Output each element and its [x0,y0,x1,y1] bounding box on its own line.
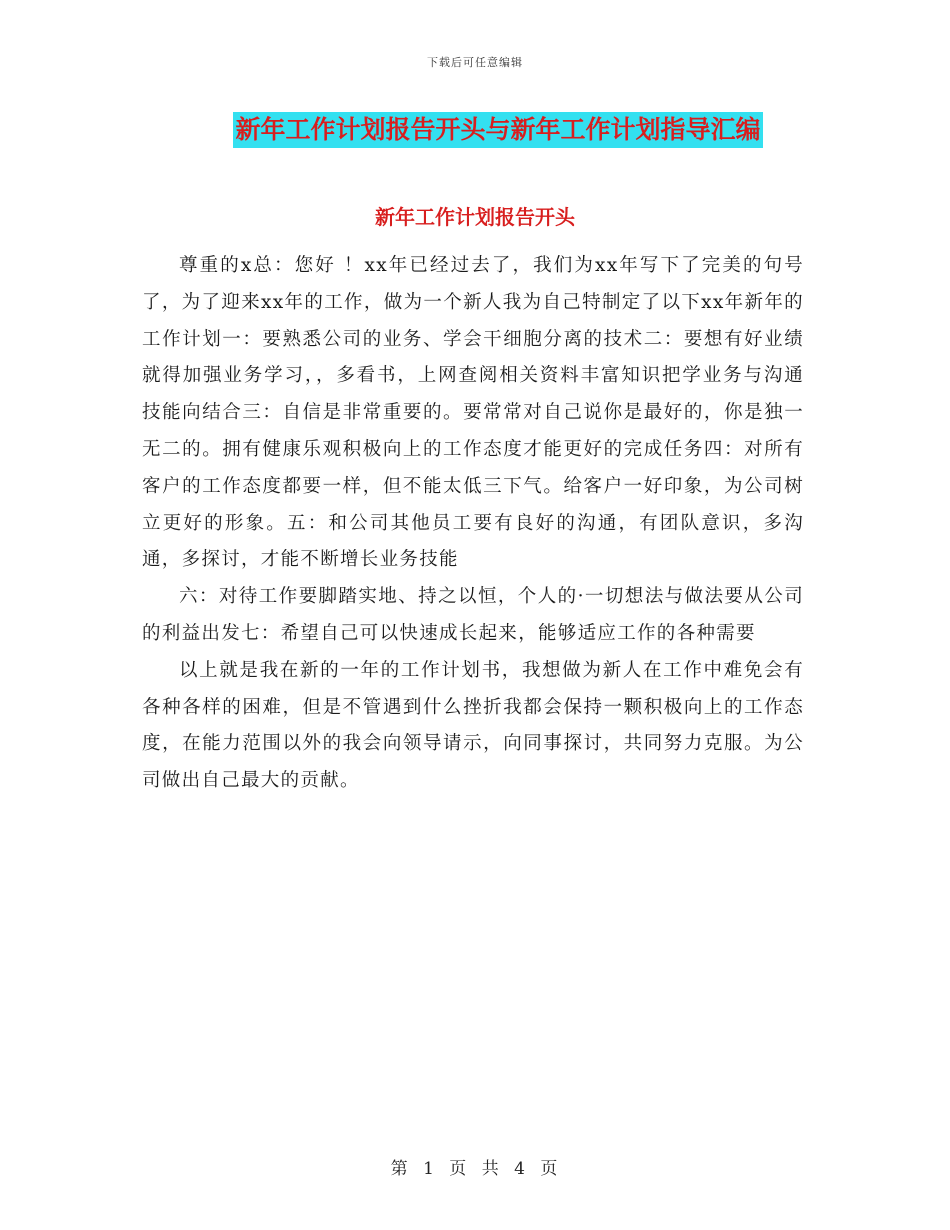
paragraph: 六：对待工作要脚踏实地、持之以恒，个人的·一切想法与做法要从公司的利益出发七：希望自己可以快速成长起来，能够适应工作的各种需要 [142,586,804,644]
page-number: 第 1 页 共 4 页 [390,1159,560,1179]
document-title-container [0,112,950,148]
document-body [142,248,804,800]
paragraph: 尊重的x总：您好 ！xx年已经过去了，我们为xx年写下了完美的句号了，为了迎来xx年的工作，做为一个新人我为自己特制定了以下xx年新年的工作计划一：要熟悉公司的业务、学会干细胞分离的技术二：要想有好业绩就得加强业务学习，，多看书，上网查阅相关资料丰富知识把学业务与沟通技能向结合三：自信是非常重要的。要常常对自己说你是最好的，你是独一无二的。拥有健康乐观积极向上的工作态度才能更好的完成任务四：对所有客户的工作态度都要一样，但不能太低三下气。给客户一好印象，为公司树立更好的形象。五：和公司其他员工要有良好的沟通，有团队意识，多沟通，多探讨，才能不断增长业务技能 [142,255,804,571]
paragraph: 以上就是我在新的一年的工作计划书，我想做为新人在工作中难免会有各种各样的困难，但是不管遇到什么挫折我都会保持一颗积极向上的工作态度，在能力范围以外的我会向领导请示，向同事探讨，共同努力克服。为公司做出自己最大的贡献。 [142,659,804,792]
header-note: 下载后可任意编辑 [427,56,523,69]
document-title: 新年工作计划报告开头与新年工作计划指导汇编 [233,112,762,148]
section-title: 新年工作计划报告开头 [375,205,575,229]
